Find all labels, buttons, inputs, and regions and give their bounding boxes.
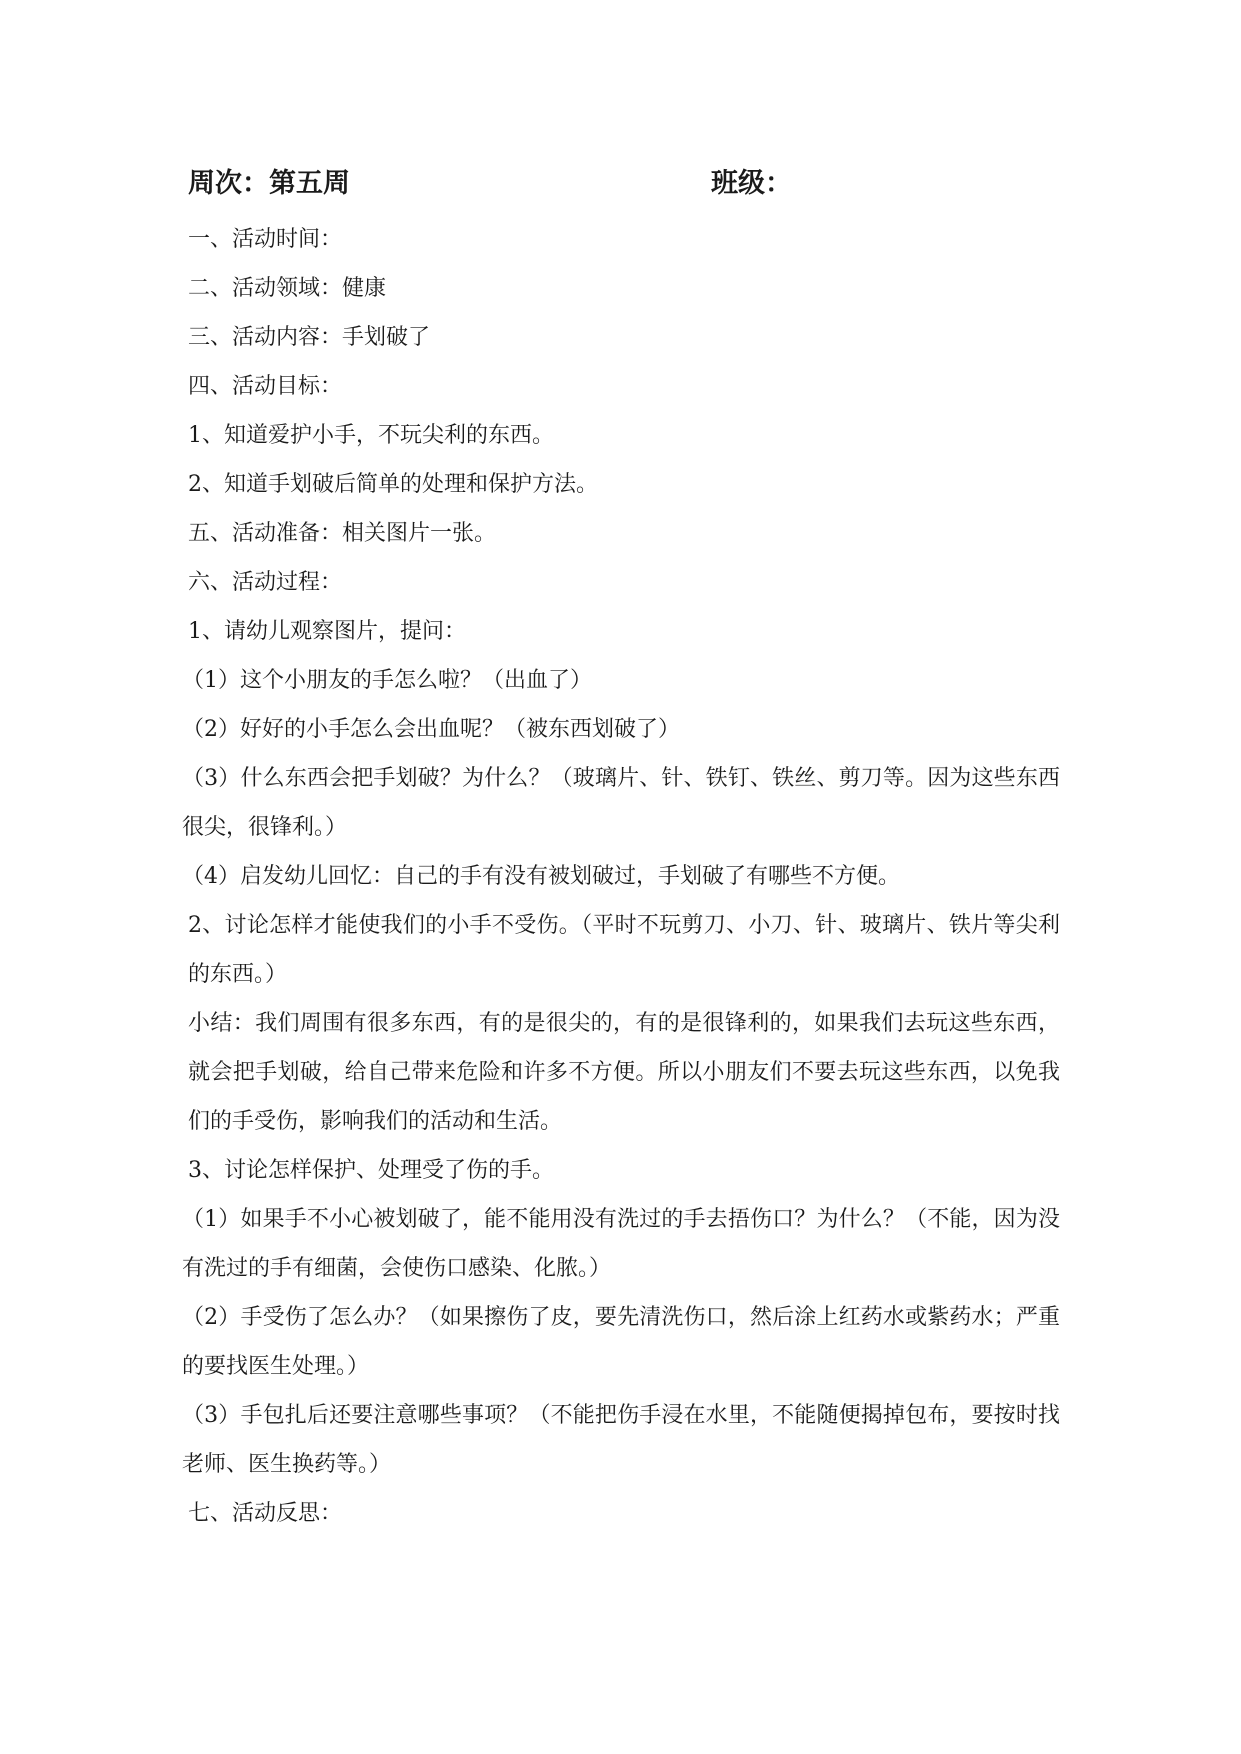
care-point-2: （2）手受伤了怎么办？（如果擦伤了皮，要先清洗伤口，然后涂上红药水或紫药水；严重的要找医生处理。） — [182, 1305, 1060, 1379]
question-2: （2）好好的小手怎么会出血呢？（被东西划破了） — [182, 717, 680, 742]
lesson-plan-body — [182, 215, 1060, 1538]
activity-content: 三、活动内容：手划破了 — [188, 325, 431, 350]
activity-time: 一、活动时间： — [188, 227, 343, 252]
week-label: 周次：第五周 — [188, 168, 350, 199]
activity-domain: 二、活动领域：健康 — [188, 276, 387, 301]
goal-item-1: 1、知道爱护小手，不玩尖利的东西。 — [188, 423, 554, 448]
activity-preparation: 五、活动准备：相关图片一张。 — [188, 521, 497, 546]
class-label: 班级： — [711, 168, 792, 199]
question-3: （3）什么东西会把手划破？为什么？（玻璃片、针、铁钉、铁丝、剪刀等。因为这些东西很尖，很锋利。） — [182, 766, 1060, 840]
process-step-1: 1、请幼儿观察图片，提问： — [188, 619, 466, 644]
activity-goals-title: 四、活动目标： — [188, 374, 343, 399]
activity-process-title: 六、活动过程： — [188, 570, 343, 595]
question-4: （4）启发幼儿回忆：自己的手有没有被划破过，手划破了有哪些不方便。 — [182, 864, 900, 889]
document-header — [188, 163, 1088, 205]
goal-item-2: 2、知道手划破后简单的处理和保护方法。 — [188, 472, 598, 497]
process-step-3: 3、讨论怎样保护、处理受了伤的手。 — [188, 1158, 554, 1183]
summary-paragraph: 小结：我们周围有很多东西，有的是很尖的，有的是很锋利的，如果我们去玩这些东西，就会把手划破，给自己带来危险和许多不方便。所以小朋友们不要去玩这些东西，以免我们的手受伤，影响我们的活动和生活。 — [188, 1011, 1060, 1134]
care-point-3: （3）手包扎后还要注意哪些事项？（不能把伤手浸在水里，不能随便揭掉包布，要按时找老师、医生换药等。） — [182, 1403, 1060, 1477]
activity-reflection: 七、活动反思： — [188, 1501, 343, 1526]
question-1: （1）这个小朋友的手怎么啦？（出血了） — [182, 668, 592, 693]
care-point-1: （1）如果手不小心被划破了，能不能用没有洗过的手去捂伤口？为什么？（不能，因为没有洗过的手有细菌，会使伤口感染、化脓。） — [182, 1207, 1060, 1281]
process-step-2: 2、讨论怎样才能使我们的小手不受伤。（平时不玩剪刀、小刀、针、玻璃片、铁片等尖利的东西。） — [188, 913, 1060, 987]
